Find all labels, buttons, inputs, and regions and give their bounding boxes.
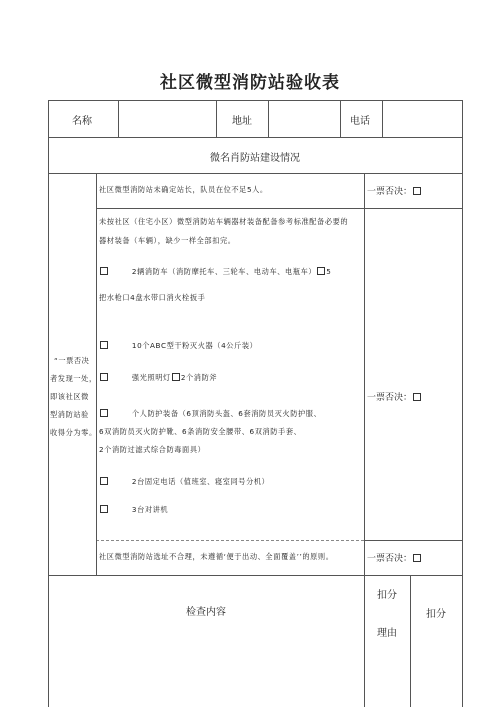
- left-note-line: 者发现一处，: [50, 374, 97, 383]
- sub-item-4-line3: 2个消防过滤式综合防毒面具）: [99, 445, 206, 454]
- item-2-line1: 未按社区（住宅小区）微型消防站车辆器材装备配备参考标准配备必要的: [99, 217, 349, 226]
- sub-checkbox-5[interactable]: [100, 477, 108, 485]
- deduct-reason-label-1: 扣分: [377, 590, 397, 601]
- sub-item-3: 强光照明灯 2个消防斧: [99, 373, 217, 383]
- sub-checkbox-3[interactable]: [100, 373, 108, 381]
- item-1-text: 社区微型消防站未确定站长，队员在位不足5人。: [99, 185, 268, 194]
- name-label: 名称: [72, 116, 92, 127]
- deduct-reason-label-2: 理由: [377, 628, 397, 639]
- sub-item-4: 个人防护装备（6顶消防头盔、6套消防员灭火防护服、: [99, 409, 321, 419]
- sub-checkbox-2[interactable]: [100, 341, 108, 349]
- left-note-line: 型消防站验: [50, 410, 89, 419]
- veto-choice-1: 一票否决：: [367, 184, 422, 197]
- sub-item-1-cont: 把水枪口4盘水带口消火栓扳手: [99, 293, 206, 302]
- deduct-label: 扣分: [426, 609, 446, 620]
- left-note-line: 收得分为零。: [50, 428, 97, 437]
- veto-choice-3: 一票否决：: [367, 551, 422, 564]
- sub-checkbox-1b[interactable]: [317, 267, 325, 275]
- sub-checkbox-6[interactable]: [100, 505, 108, 513]
- veto-choice-2: 一票否决：: [367, 390, 422, 403]
- sub-item-4-line2: 6双消防员灭火防护靴、6条消防安全腰带、6双消防手套、: [99, 427, 302, 436]
- page-title: 社区微型消防站验收表: [160, 73, 340, 93]
- veto-checkbox-3[interactable]: [413, 554, 421, 562]
- sub-checkbox-3b[interactable]: [172, 373, 180, 381]
- section-title: 微名肖防站建设情况: [210, 153, 300, 164]
- sub-checkbox-4[interactable]: [100, 409, 108, 417]
- sub-item-2: 10个ABC型干粉灭火器（4公斤装）: [99, 341, 257, 351]
- address-label: 地址: [232, 116, 252, 127]
- item-3-text: 社区微型消防站选址不合理，未遵循‘便于出动、全面覆盖’’的原则。: [99, 552, 334, 561]
- sub-item-6: 3台对讲机: [99, 505, 168, 515]
- acceptance-table: [48, 100, 462, 707]
- left-note-line: “一票否决: [54, 356, 90, 365]
- sub-item-5: 2台固定电话（值班室、寝室同号分机）: [99, 477, 269, 487]
- veto-checkbox-2[interactable]: [413, 393, 421, 401]
- sub-item-1: 2辆消防车（消防摩托车、三轮车、电动车、电瓶车） 5: [99, 267, 331, 277]
- item-2-line2: 器材装备（车辆），缺少一样全部扣完。: [99, 236, 236, 245]
- check-content-label: 检查内容: [186, 607, 226, 618]
- sub-checkbox-1[interactable]: [100, 267, 108, 275]
- left-note-line: 即该社区微: [50, 392, 89, 401]
- veto-checkbox-1[interactable]: [413, 187, 421, 195]
- phone-label: 电话: [350, 116, 370, 127]
